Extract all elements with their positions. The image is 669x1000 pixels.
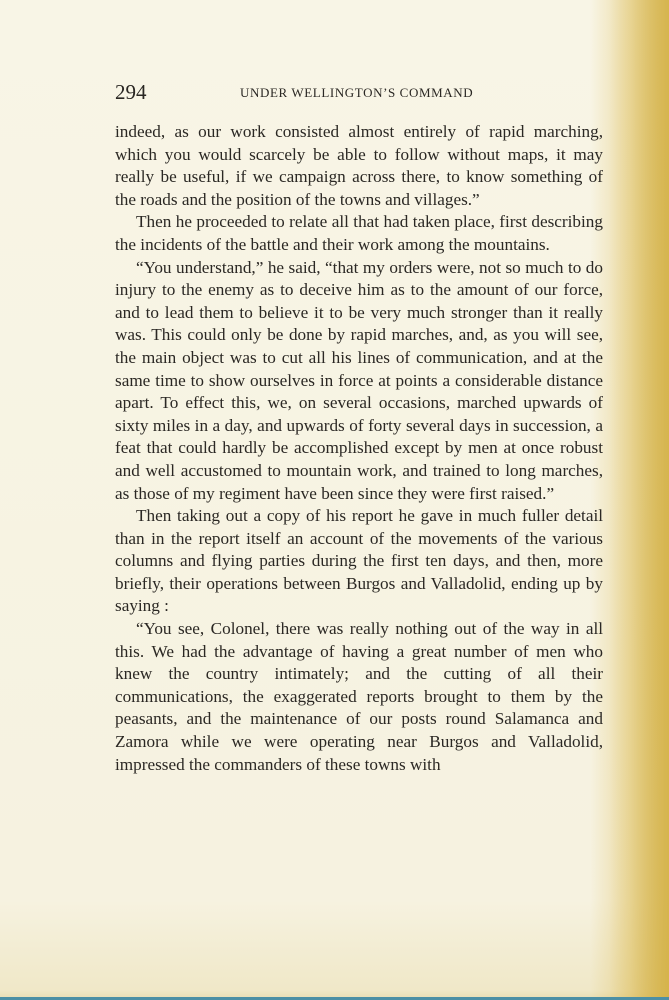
paragraph: Then taking out a copy of his report he gave in much fuller detail than in the report itself an account of the movements of the various columns and flying parties during the first ten days, and then, more briefly, their operations between Burgos and Valladolid, ending up by saying : — [115, 506, 603, 616]
paragraph: indeed, as our work consisted almost entirely of rapid marching, which you would scarcely be able to follow without maps, it may really be useful, if we campaign across there, to know something of the roads and the position of the towns and villages.” — [115, 122, 603, 209]
running-head: UNDER WELLINGTON’S COMMAND — [240, 85, 474, 100]
paragraph: “You see, Colonel, there was really nothing out of the way in all this. We had the advantage of having a great number of men who knew the country intimately; and the cutting of all their communications, the exaggerated reports brought to them by the peasants, and the maintenance of our posts round Salamanca and Zamora while we were operating near Burgos and Valladolid, impressed the commanders of these towns with — [115, 619, 603, 774]
paragraph: Then he proceeded to relate all that had taken place, first describing the incidents of the battle and their work among the mountains. — [115, 212, 603, 254]
page-gutter-shadow — [609, 0, 669, 1000]
paragraph: “You understand,” he said, “that my orders were, not so much to do injury to the enemy as to deceive him as to the amount of our force, and to lead them to believe it to be very much stronger than it really was. This could only be done by rapid marches, and, as you will see, the main object was to cut all his lines of communication, and at the same time to show ourselves in force at points a considerable distance apart. To effect this, we, on several occasions, marched upwards of sixty miles in a day, and upwards of forty several days in succession, a feat that could hardly be accomplished except by men at once robust and well accustomed to mountain work, and trained to long marches, as those of my regiment have been since they were first raised.” — [115, 257, 603, 503]
page-number: 294 — [115, 80, 147, 104]
page-header — [115, 80, 603, 106]
page-body — [115, 121, 603, 776]
